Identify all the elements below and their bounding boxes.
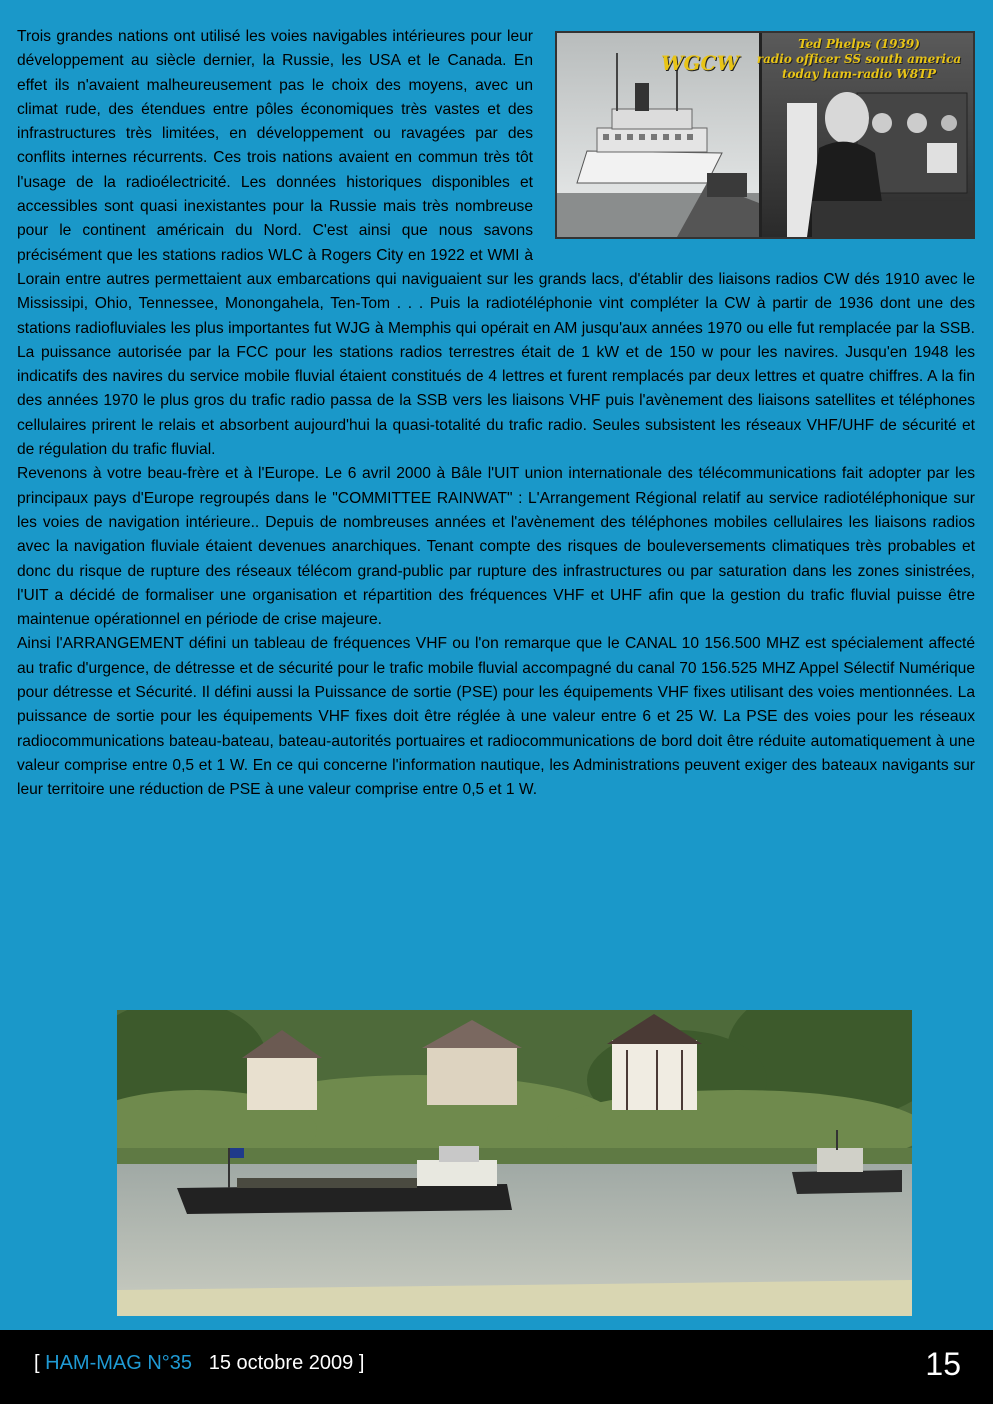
paragraph: Revenons à votre beau-frère et à l'Europe. Le 6 avril 2000 à Bâle l'UIT union internationale des télécommunications fait adopter par les principaux pays d'Europe regroupés dans le "COMMITTEE RAINWAT" : L'Arrangement Régional relatif au service radiotéléphonique sur les voies de navigation intérieure.. Depuis de nombreuses années et l'avènement des téléphones mobiles cellulaires les liaisons radios avec la navigation fluviale étaient devenues anarchiques. Tenant compte des risques de bouleversements climatiques très probables et donc du risque de rupture des réseaux télécom grand-public par rupture des infrastructures ou par saturation dans les zones sinistrées, l'UIT a décidé de formaliser une organisation et répartition des fréquences VHF et UHF afin que la gestion du trafic fluvial puisse être maintenue opérationnel en période de crise majeure. bbox=[17, 465, 975, 629]
paragraph: Trois grandes nations ont utilisé les voies navigables intérieures pour leur développement au siècle dernier, la Russie, les USA et le Canada. En effet ils n'avaient malheureusement pas le choix des moyens, avec un climat rude, des étendues entre pôles économiques très vastes et des infrastructures très limitées, en développement ou ravagées par des conflits internes récurrents. Ces trois nations avaient en commun très tôt l'usage de la radioélectricité. Les données historiques disponibles et accessibles sont quasi inexistantes pour la Russie mais très nombreuse pour le continent américain du Nord. C'est ainsi que nous savons précisément que les stations radios WLC à Rogers City en 1922 et WMI à Lorain entre autres permettaient aux embarcations qui naviguaient sur les grands lacs, d'établir des liaisons radios CW dés 1910 avec le Mississipi, Ohio, Tennessee, Monongahela, Ten-Tom . . . Puis la radiotéléphonie vint compléter la CW à partir de 1936 dont une des stations radiofluviales les plus importantes fut WJG à Memphis qui opérait en AM jusqu'aux années 1970 ou elle fut remplacée par la SSB. La puissance autorisée par la FCC pour les stations radios terrestres était de 1 kW et de 150 w pour les navires. Jusqu'en 1948 les indicatifs des navires du service mobile fluvial étaient constitués de 4 lettres et furent remplacés par deux lettres et quatre chiffres. A la fin des années 1970 le plus gros du trafic radio passa de la SSB vers les liaisons VHF puis l'avènement des liaisons satellites et téléphones cellulaires prirent le relais et absorbent aujourd'hui la quasi-totalité du trafic radio. Seules subsistent les réseaux VHF/UHF de sécurité et de régulation du trafic fluvial. bbox=[17, 28, 975, 459]
footer-bracket: [ bbox=[34, 1352, 40, 1374]
paragraph: Ainsi l'ARRANGEMENT défini un tableau de fréquences VHF ou l'on remarque que le CANAL 10 156.500 MHZ est spécialement affecté au trafic d'urgence, de détresse et de sécurité pour le trafic mobile fluvial accompagné du canal 70 156.525 MHZ Appel Sélectif Numérique pour détresse et Sécurité. Il défini aussi la Puissance de sortie (PSE) pour les équipements VHF fixes utilisant des voies mentionnées. La puissance de sortie pour les équipements VHF fixes doit être réglée à une valeur entre 6 et 25 W. La PSE des voies pour les réseaux radiocommunications bateau-bateau, bateau-autorités portuaires et radiocommunications de bord doit être réduite automatiquement à une valeur comprise entre 0,5 et 1 W. En ce qui concerne l'information nautique, les Administrations peuvent exiger des bateaux navigants sur leur territoire une réduction de PSE à une valeur comprise entre 0,5 et 1 W. bbox=[17, 635, 975, 799]
photo-caption-wgcw: WGCW bbox=[661, 51, 739, 75]
river-barges-illustration bbox=[117, 1010, 912, 1316]
footer bbox=[0, 1330, 993, 1404]
footer-issue bbox=[34, 1352, 364, 1375]
issue-date: 15 octobre 2009 ] bbox=[208, 1352, 365, 1374]
magazine-name: HAM-MAG N°35 bbox=[45, 1352, 193, 1374]
page-number: 15 bbox=[925, 1346, 961, 1382]
article-body bbox=[17, 25, 975, 803]
river-barges-photo bbox=[117, 1010, 912, 1316]
historic-photo bbox=[555, 31, 975, 239]
photo-caption-ted-phelps: Ted Phelps (1939) radio officer SS south america today ham-radio W8TP bbox=[756, 37, 962, 81]
